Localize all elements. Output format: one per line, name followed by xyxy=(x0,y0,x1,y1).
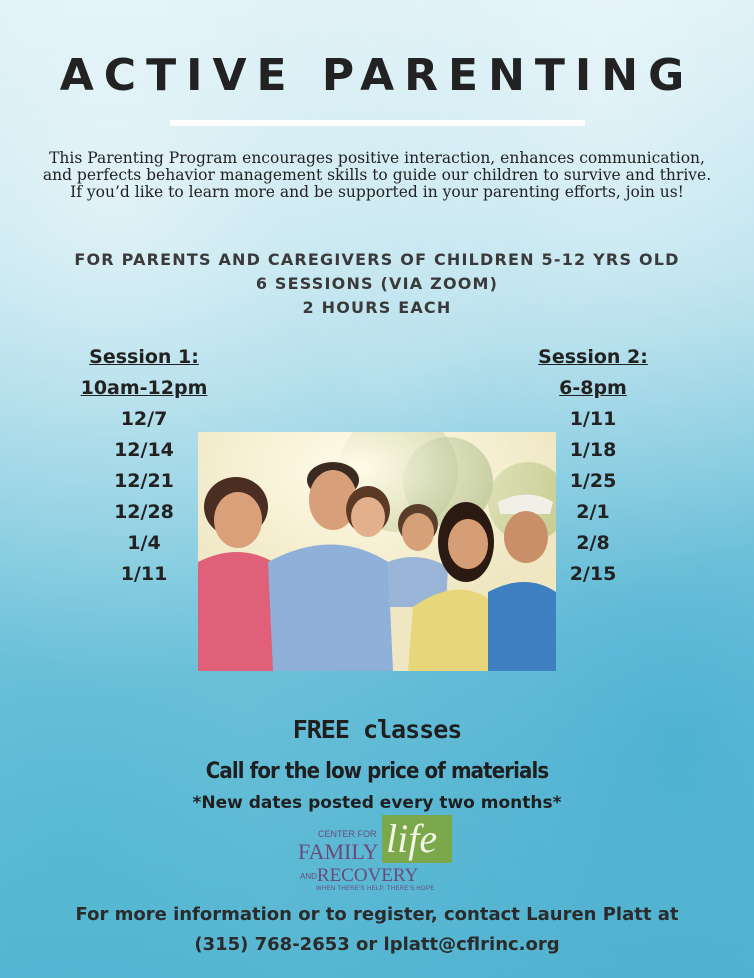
intro-paragraph-1: This Parenting Program encourages positive interaction, enhances communication, and perfects behavior management skills to guide our children to survive and thrive. xyxy=(42,149,712,184)
logo-and: AND xyxy=(300,872,317,882)
family-photo-illustration xyxy=(198,432,556,671)
session-date: 1/11 xyxy=(120,563,168,585)
session-date: 1/25 xyxy=(569,470,617,492)
audience-info xyxy=(30,248,724,320)
session-duration: 2 HOURS EACH xyxy=(302,298,452,317)
session-date: 1/4 xyxy=(127,532,161,554)
contact-line-1: For more information or to register, contact Lauren Platt at xyxy=(75,904,679,925)
session-date: 1/18 xyxy=(569,439,617,461)
session-1-heading: Session 1: xyxy=(89,346,199,368)
session-date: 1/11 xyxy=(569,408,617,430)
session-date: 12/21 xyxy=(114,470,174,492)
logo-recovery: RECOVERY xyxy=(316,865,419,886)
logo-tagline: WHEN THERE'S HELP, THERE'S HOPE xyxy=(316,886,435,892)
contact-line-2[interactable]: (315) 768-2653 or lplatt@cflrinc.org xyxy=(194,934,560,955)
title-divider xyxy=(170,120,585,126)
center-for-family-life-logo xyxy=(298,815,454,895)
session-date: 12/7 xyxy=(120,408,168,430)
session-date: 12/14 xyxy=(114,439,174,461)
new-dates-note: *New dates posted every two months* xyxy=(192,793,562,813)
intro-text xyxy=(40,150,714,201)
family-photo xyxy=(198,432,556,671)
audience-line: FOR PARENTS AND CAREGIVERS OF CHILDREN 5-12 YRS OLD xyxy=(74,250,680,269)
session-date: 2/15 xyxy=(569,563,617,585)
logo-family: FAMILY xyxy=(298,839,379,864)
logo-life-block xyxy=(382,815,452,863)
logo-and-recovery xyxy=(300,865,418,887)
intro-paragraph-2: If you’d like to learn more and be supported in your parenting efforts, join us! xyxy=(70,183,684,201)
session-2-time: 6-8pm xyxy=(559,377,627,399)
session-date: 2/8 xyxy=(576,532,610,554)
session-2-heading: Session 2: xyxy=(538,346,648,368)
session-1-time: 10am-12pm xyxy=(80,377,208,399)
sessions-count: 6 SESSIONS (VIA ZOOM) xyxy=(255,274,499,293)
session-date: 2/1 xyxy=(576,501,610,523)
page-title: ACTIVE PARENTING xyxy=(59,50,695,101)
materials-price-note: Call for the low price of materials xyxy=(205,759,549,784)
session-date: 12/28 xyxy=(114,501,174,523)
logo-life-text: life xyxy=(386,816,438,861)
contact-info xyxy=(0,900,754,960)
free-classes-heading: FREE classes xyxy=(292,715,462,744)
logo-center-for: CENTER FOR xyxy=(318,829,377,839)
